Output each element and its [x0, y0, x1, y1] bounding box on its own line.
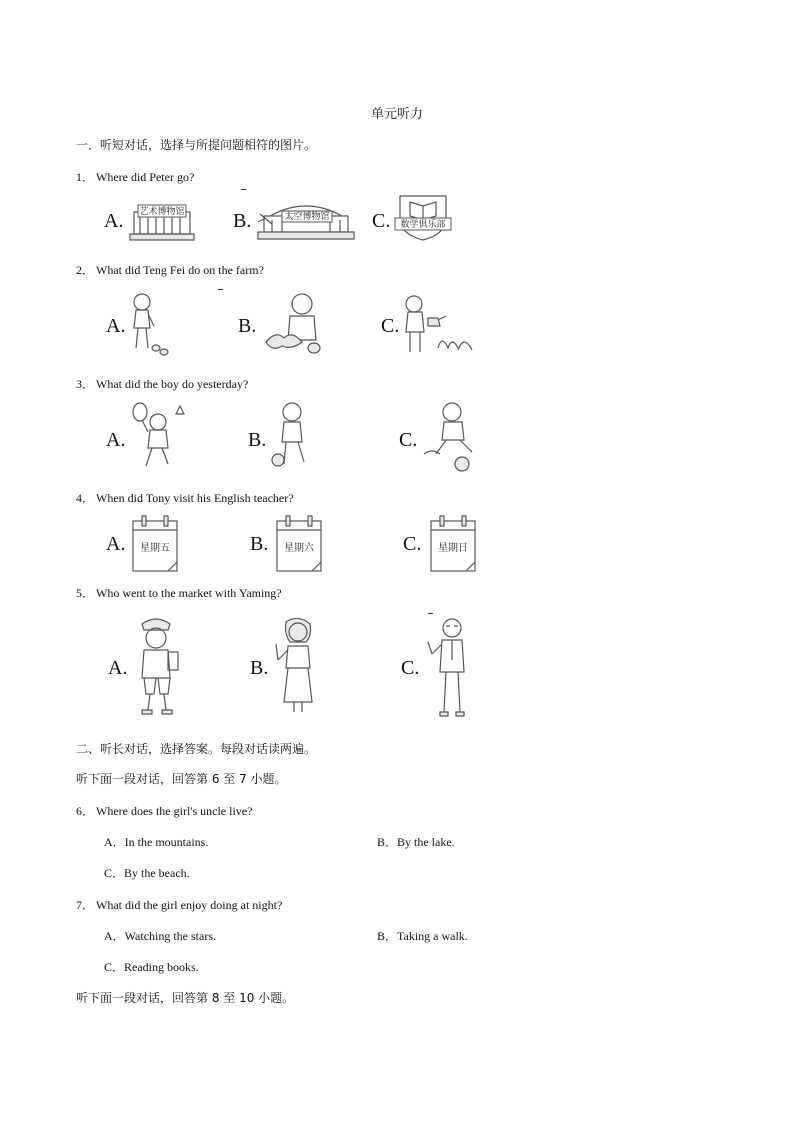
- question-5: 5． Who went to the market with Yaming?: [76, 586, 282, 600]
- q4-option-b-label: B.: [250, 533, 269, 555]
- calendar-saturday-label: 星期六: [284, 543, 314, 554]
- section2-intro-2: 听下面一段对话，回答第 8 至 10 小题。: [76, 991, 295, 1005]
- art-museum-image: [128, 200, 196, 242]
- q4-option-a-label: A.: [106, 533, 126, 555]
- boy-playing-football-image: [422, 400, 482, 476]
- calendar-saturday-image: [274, 514, 324, 574]
- space-museum-image: [256, 194, 356, 242]
- section2-intro-1: 听下面一段对话，回答第 6 至 7 小题。: [76, 772, 287, 786]
- calendar-friday-label: 星期五: [140, 543, 170, 554]
- calendar-sunday-label: 星期日: [438, 543, 468, 554]
- q6-option-b: B．By the lake.: [377, 835, 455, 849]
- calendar-sunday-image: [428, 514, 478, 574]
- section2-heading: 二、听长对话，选择答案。每段对话读两遍。: [76, 742, 317, 756]
- q2-option-b-label: B.: [238, 315, 257, 337]
- question-7: 7． What did the girl enjoy doing at night?: [76, 898, 283, 912]
- question-3: 3． What did the boy do yesterday?: [76, 377, 249, 391]
- boy-watering-image: [402, 290, 478, 358]
- q1-option-b-label: B.: [233, 210, 252, 232]
- boy-playing-badminton-image: [130, 400, 190, 472]
- q7-option-a: A．Watching the stars.: [104, 929, 217, 943]
- section1-heading: 一．听短对话，选择与所提问题相符的图片。: [76, 138, 317, 152]
- q1-option-a-label: A.: [104, 210, 124, 232]
- question-1: 1． Where did Peter go?: [76, 170, 195, 184]
- calendar-friday-image: [130, 514, 180, 574]
- q7-option-c: C．Reading books.: [104, 960, 199, 974]
- q5-option-a-label: A.: [108, 657, 128, 679]
- question-2: 2． What did Teng Fei do on the farm?: [76, 263, 264, 277]
- question-6: 6． Where does the girl's uncle live?: [76, 804, 253, 818]
- page-title: 单元听力: [370, 107, 423, 122]
- boy-with-vegetables-image: [262, 290, 328, 358]
- q3-option-c-label: C.: [399, 429, 418, 451]
- art-museum-label: 艺术博物馆: [139, 207, 185, 217]
- space-museum-label: 太空博物馆: [284, 212, 330, 222]
- math-club-label: 数学俱乐部: [400, 220, 446, 230]
- q3-option-b-label: B.: [248, 429, 267, 451]
- boy-picking-image: [126, 290, 172, 358]
- math-club-image: [394, 192, 452, 242]
- q7-option-b: B．Taking a walk.: [377, 929, 468, 943]
- q4-option-c-label: C.: [403, 533, 422, 555]
- q1-option-c-label: C.: [372, 210, 391, 232]
- q5-option-c-label: C.: [401, 657, 420, 679]
- q6-option-a: A．In the mountains.: [104, 835, 209, 849]
- q2-option-c-label: C.: [381, 315, 400, 337]
- q2-option-a-label: A.: [106, 315, 126, 337]
- q6-option-c: C．By the beach.: [104, 866, 190, 880]
- question-4: 4． When did Tony visit his English teacher?: [76, 491, 294, 505]
- boy-with-backpack-image: [132, 614, 182, 718]
- boy-playing-basketball-image: [270, 400, 316, 472]
- woman-image: [272, 614, 322, 718]
- stray-mark: [218, 289, 223, 290]
- q3-option-a-label: A.: [106, 429, 126, 451]
- q5-option-b-label: B.: [250, 657, 269, 679]
- male-teacher-image: [424, 614, 474, 718]
- stray-mark: [241, 189, 246, 190]
